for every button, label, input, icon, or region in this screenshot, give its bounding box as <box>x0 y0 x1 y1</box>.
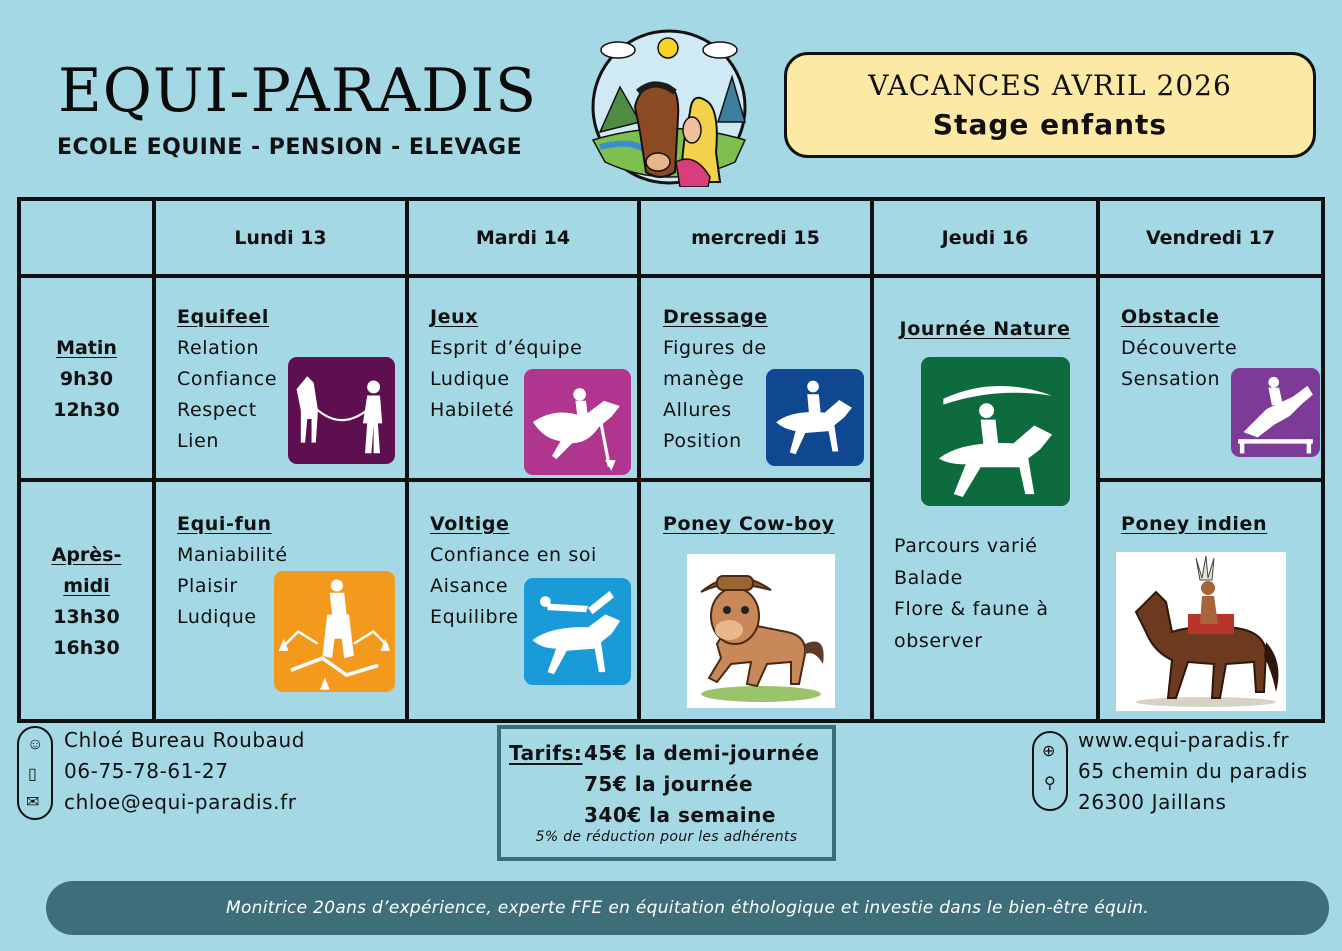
activity-equi-fun <box>177 509 288 633</box>
activity-item: Figures de <box>663 337 767 359</box>
equifun-icon <box>274 571 395 692</box>
activity-item: manège <box>663 368 745 390</box>
afternoon-label-2: midi <box>63 575 110 597</box>
activity-item: Relation <box>177 337 260 359</box>
grid-line-v4 <box>870 197 874 723</box>
vaulting-icon <box>524 578 631 685</box>
grid-line-v3 <box>637 197 641 723</box>
grid-line-v1 <box>152 197 156 723</box>
grid-line-v2 <box>405 197 409 723</box>
brand-subtitle: ECOLE EQUINE - PENSION - ELEVAGE <box>57 135 523 160</box>
activity-title: Journée Nature <box>899 318 1071 340</box>
activity-title: Poney indien <box>1121 513 1268 535</box>
morning-label: Matin <box>56 337 117 359</box>
phone-icon: ▯ <box>28 766 37 783</box>
day-header-monday: Lundi 13 <box>234 227 327 249</box>
activity-item: Flore & faune à <box>894 598 1049 620</box>
day-header-friday: Vendredi 17 <box>1145 227 1276 249</box>
cowboy-pony-illustration <box>687 554 835 708</box>
activity-item: Découverte <box>1121 337 1238 359</box>
morning-end: 12h30 <box>53 399 120 421</box>
activity-item: Aisance <box>430 575 509 597</box>
activity-item: Respect <box>177 399 257 421</box>
indian-pony-illustration <box>1116 552 1286 711</box>
day-header-wednesday: mercredi 15 <box>691 227 820 249</box>
activity-obstacle <box>1121 302 1237 395</box>
show-jumping-icon <box>1231 368 1320 457</box>
globe-icon: ⊕ <box>1042 743 1056 760</box>
activity-journee-nature <box>874 314 1096 345</box>
activity-journee-nature-items <box>894 531 1049 657</box>
tarif-half-day: 45€ la demi-journée <box>584 741 820 765</box>
grid-line-bottom <box>17 719 1325 723</box>
activity-item: Esprit d’équipe <box>430 337 583 359</box>
horse-leading-icon <box>288 357 395 464</box>
activity-dressage <box>663 302 768 457</box>
activity-item: Equilibre <box>430 606 519 628</box>
contact-name: Chloé Bureau Roubaud <box>64 728 306 752</box>
activity-item: Sensation <box>1121 368 1221 390</box>
row-label-afternoon <box>21 540 152 664</box>
activity-item: Confiance en soi <box>430 544 597 566</box>
person-icon: ☺ <box>27 736 44 753</box>
banner-title: VACANCES AVRIL 2026 <box>868 69 1232 102</box>
contact-website[interactable]: www.equi-paradis.fr <box>1078 728 1290 752</box>
grid-line-v6 <box>1321 197 1325 723</box>
activity-item: Position <box>663 430 742 452</box>
footer-banner: Monitrice 20ans d’expérience, experte FFE en équitation éthologique et investie dans le bien-être équin. <box>46 881 1329 935</box>
afternoon-label-1: Après- <box>51 544 122 566</box>
activity-poney-indien <box>1121 509 1267 540</box>
activity-title: Jeux <box>430 306 479 328</box>
day-header-tuesday: Mardi 14 <box>475 227 571 249</box>
contact-address-city: 26300 Jaillans <box>1078 790 1227 814</box>
tarif-day: 75€ la journée <box>584 772 754 796</box>
contact-email[interactable]: chloe@equi-paradis.fr <box>64 790 297 814</box>
afternoon-end: 16h30 <box>53 637 120 659</box>
activity-item: Plaisir <box>177 575 238 597</box>
activity-title: Poney Cow-boy <box>663 513 835 535</box>
activity-item: Confiance <box>177 368 278 390</box>
address-icons-pill <box>1032 731 1068 811</box>
logo-horse-girl-icon <box>580 22 758 187</box>
afternoon-start: 13h30 <box>53 606 120 628</box>
activity-title: Equifeel <box>177 306 269 328</box>
email-icon: ✉ <box>26 794 40 811</box>
activity-item: Balade <box>894 566 963 589</box>
tarifs-box <box>497 725 836 861</box>
activity-title: Voltige <box>430 513 510 535</box>
activity-item: observer <box>894 629 983 652</box>
activity-title: Obstacle <box>1121 306 1220 328</box>
activity-item: Parcours varié <box>894 535 1038 557</box>
trail-riding-icon <box>921 357 1070 506</box>
horse-games-icon <box>524 369 631 475</box>
grid-line-mid-right <box>1096 478 1325 482</box>
tarif-week: 340€ la semaine <box>584 803 776 827</box>
activity-poney-cowboy <box>663 509 835 540</box>
activity-item: Allures <box>663 399 732 421</box>
contact-phone[interactable]: 06-75-78-61-27 <box>64 759 229 783</box>
activity-equifeel <box>177 302 277 457</box>
location-pin-icon: ⚲ <box>1044 775 1056 792</box>
activity-item: Lien <box>177 430 219 452</box>
grid-line-v5 <box>1096 197 1100 723</box>
contact-address-street: 65 chemin du paradis <box>1078 759 1308 783</box>
brand-title: EQUI-PARADIS <box>58 56 538 126</box>
grid-line-mid-left <box>17 478 874 482</box>
day-header-thursday: Jeudi 16 <box>941 227 1029 249</box>
holiday-banner <box>784 52 1316 158</box>
row-label-morning <box>21 333 152 426</box>
activity-title: Dressage <box>663 306 768 328</box>
dressage-icon <box>766 369 864 466</box>
morning-start: 9h30 <box>59 368 114 390</box>
activity-item: Ludique <box>177 606 257 628</box>
tarifs-label: Tarifs: <box>509 741 583 765</box>
activity-title: Equi-fun <box>177 513 272 535</box>
activity-item: Maniabilité <box>177 544 288 566</box>
activity-item: Ludique <box>430 368 510 390</box>
banner-subtitle: Stage enfants <box>932 108 1168 141</box>
contact-icons-pill <box>17 726 53 820</box>
tarif-member-discount: 5% de réduction pour les adhérents <box>535 829 798 845</box>
activity-item: Habileté <box>430 399 515 421</box>
